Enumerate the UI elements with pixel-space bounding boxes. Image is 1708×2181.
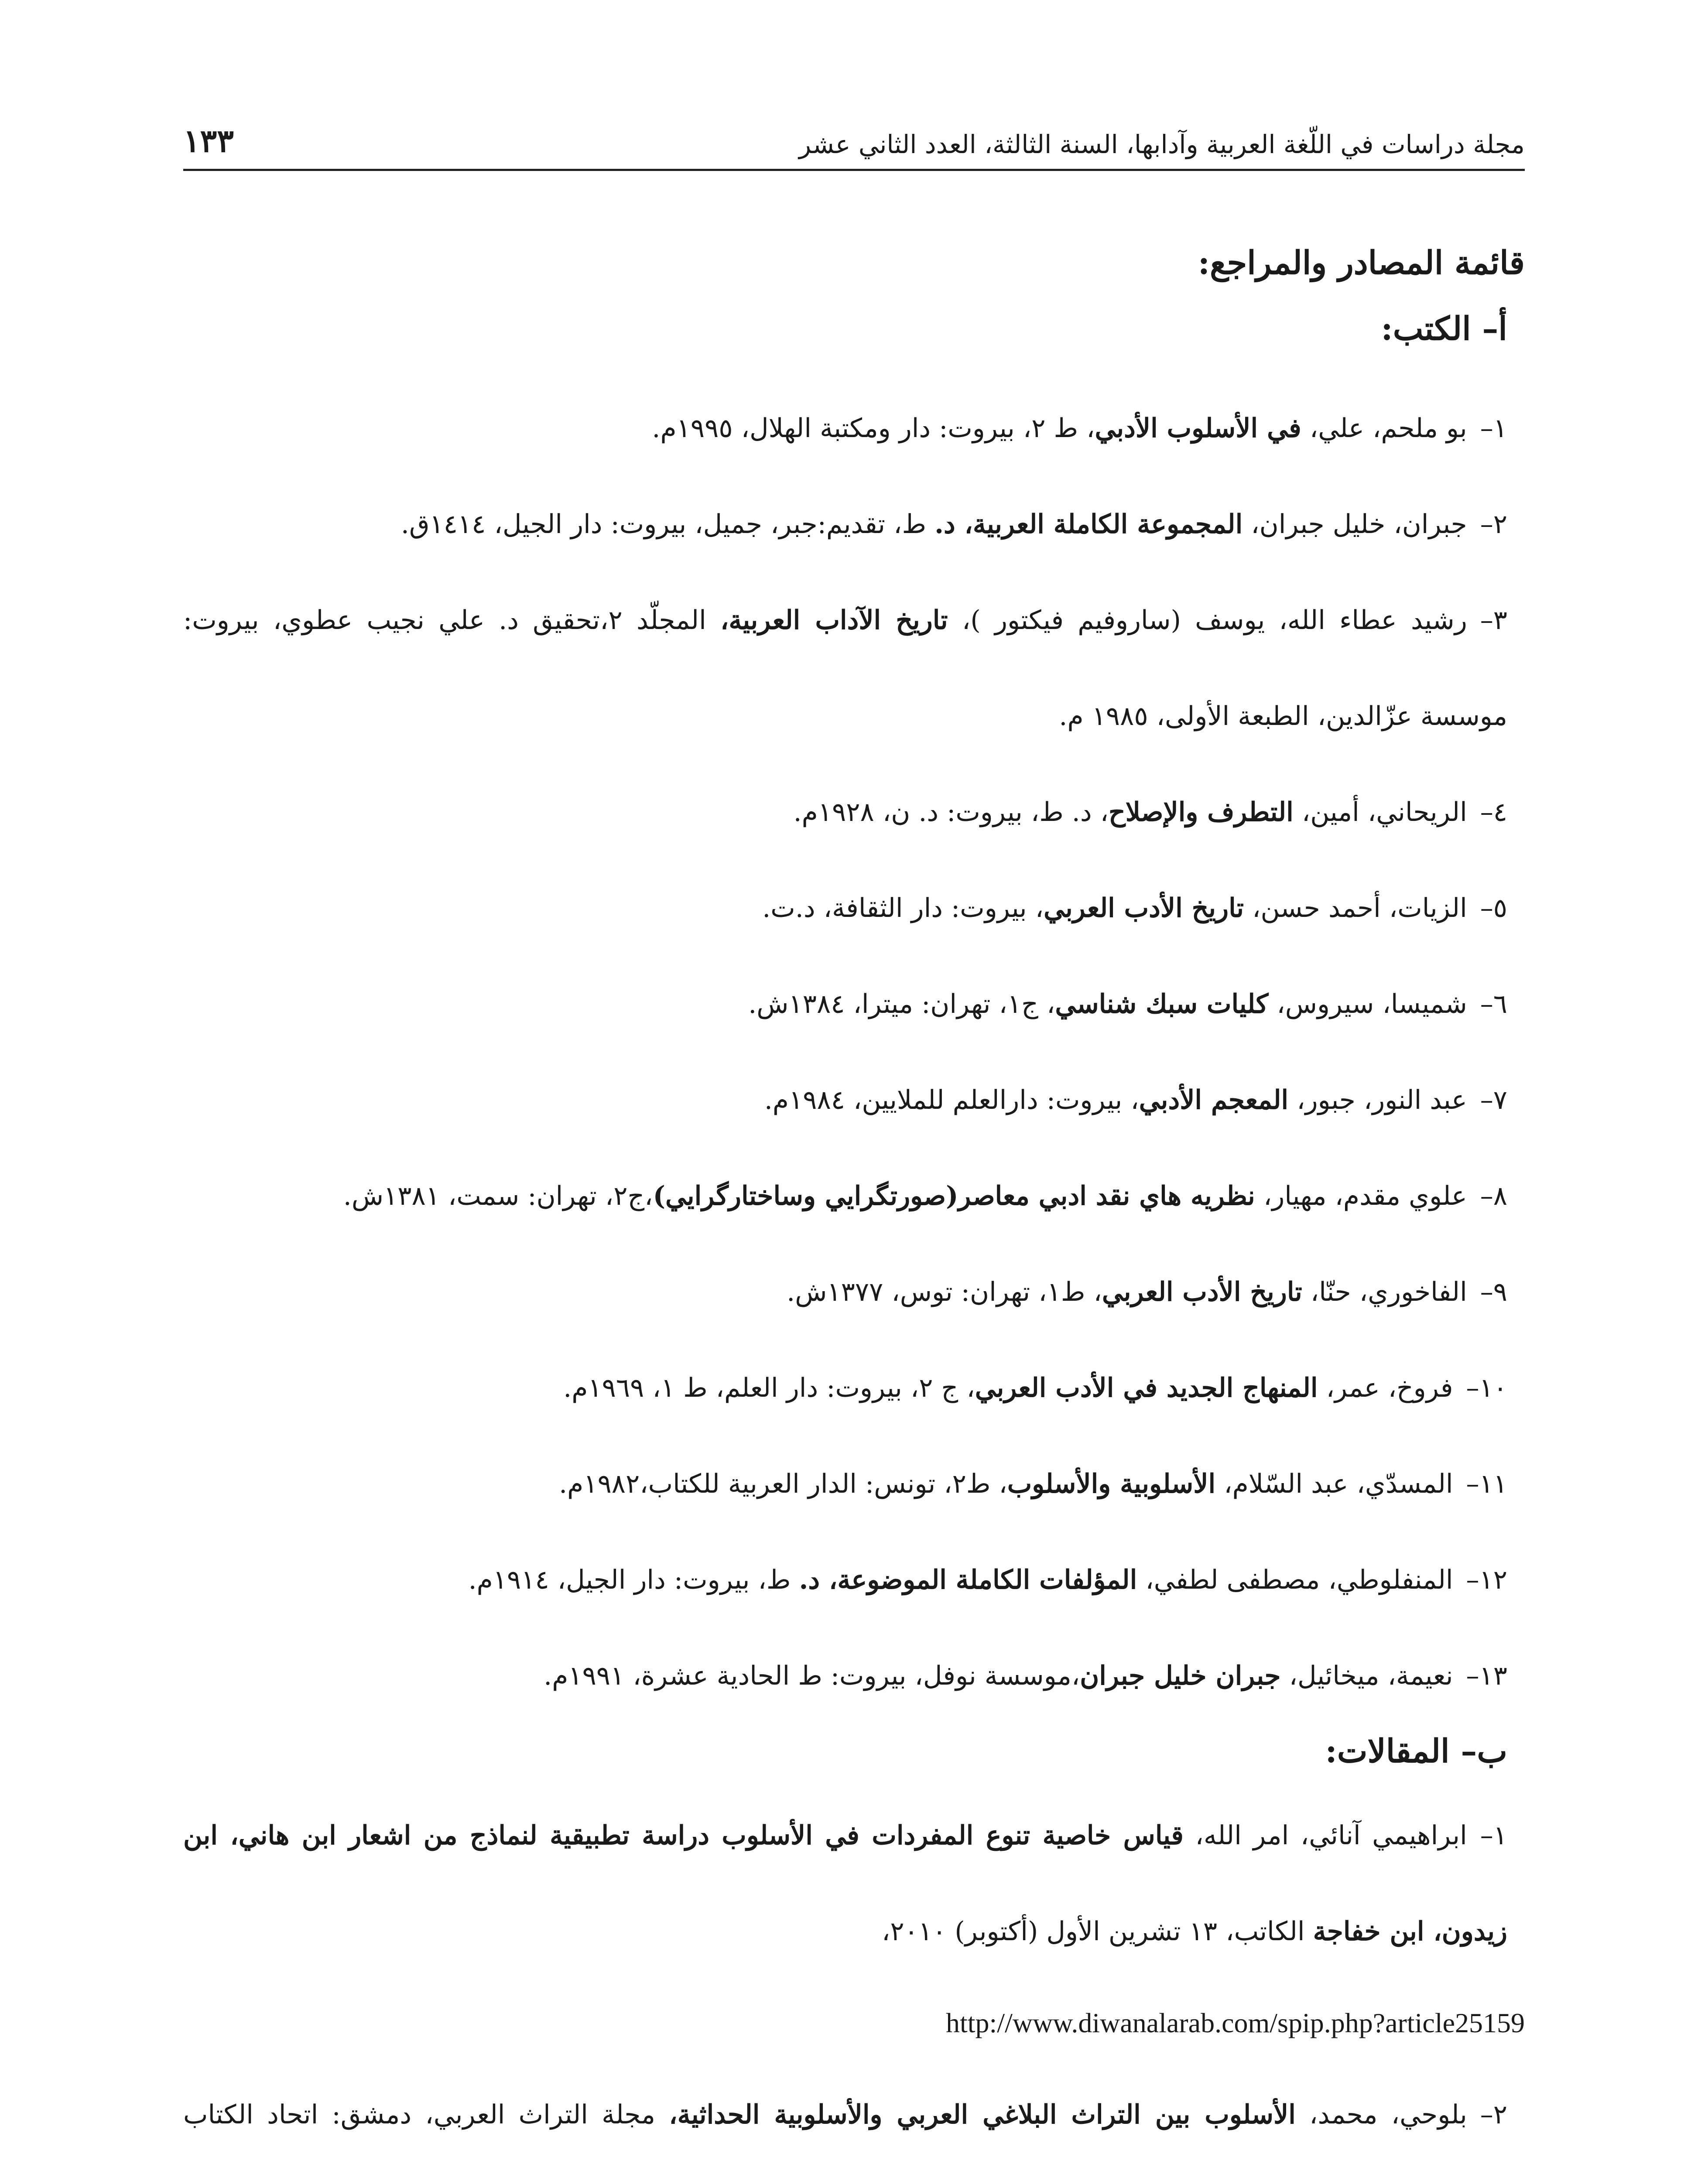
reference-title: في الأسلوب الأدبي bbox=[1095, 413, 1301, 444]
books-list bbox=[183, 380, 1525, 1724]
reference-number: ١١– bbox=[1466, 1469, 1507, 1499]
reference-item bbox=[183, 476, 1525, 572]
page-number: ١٣٣ bbox=[183, 122, 234, 159]
reference-author: ابراهيمي آنائي، امر الله، bbox=[1195, 1820, 1467, 1851]
reference-author: الزيات، أحمد حسن، bbox=[1252, 893, 1467, 923]
reference-details: ، بيروت: دار الثقافة، د.ت. bbox=[762, 893, 1044, 923]
reference-number: ٧– bbox=[1480, 1085, 1507, 1115]
reference-details: ، ط٢، تونس: الدار العربية للكتاب،١٩٨٢م. bbox=[559, 1469, 1007, 1499]
reference-url-link[interactable]: http://www.diwanalarab.com/spip.php?article25159 bbox=[945, 2007, 1525, 2038]
reference-number: ٢– bbox=[1480, 509, 1507, 540]
reference-title: المجموعة الكاملة العربية، د. bbox=[934, 509, 1243, 540]
reference-title: المعجم الأدبي bbox=[1139, 1085, 1289, 1115]
reference-item bbox=[183, 572, 1525, 764]
reference-title: المؤلفات الكاملة الموضوعة، د. bbox=[799, 1565, 1137, 1595]
reference-item bbox=[183, 1052, 1525, 1148]
reference-number: ١٣– bbox=[1466, 1661, 1507, 1691]
reference-item bbox=[183, 380, 1525, 476]
journal-title: مجلة دراسات في اللّغة العربية وآدابها، السنة الثالثة، العدد الثاني عشر bbox=[799, 130, 1525, 159]
reference-title: قياس خاصية تنوع المفردات في الأسلوب دراسة تطبيقية لنماذج من اشعار ابن هاني، ابن زيدون، ابن خفاجة bbox=[183, 1820, 1507, 1947]
reference-item bbox=[183, 1148, 1525, 1244]
reference-title: التطرف والإصلاح bbox=[1109, 797, 1294, 827]
reference-details: ، ج ٢، بيروت: دار العلم، ط ١، ١٩٦٩م. bbox=[563, 1373, 975, 1403]
reference-author: بلوحي، محمد، bbox=[1309, 2099, 1467, 2130]
reference-title: الأسلوبية والأسلوب bbox=[1007, 1469, 1216, 1499]
reference-number: ٥– bbox=[1480, 893, 1507, 923]
articles-heading: ب– المقالات: bbox=[1325, 1733, 1507, 1770]
reference-item bbox=[183, 1532, 1525, 1628]
references-section bbox=[183, 244, 1525, 2181]
reference-author: علوي مقدم، مهيار، bbox=[1263, 1181, 1467, 1211]
books-heading: أ– الكتب: bbox=[1381, 310, 1507, 348]
reference-title: الأسلوب بين التراث البلاغي العربي والأسلوبية الحداثية، bbox=[669, 2099, 1296, 2130]
reference-title: تاريخ الآداب العربية، bbox=[720, 605, 948, 636]
reference-title: المنهاج الجديد في الأدب العربي bbox=[975, 1373, 1318, 1403]
reference-details: المجلّد ٢،تحقيق د. علي نجيب عطوي، بيروت: موسسة عزّالدين، الطبعة الأولى، ١٩٨٥ م. bbox=[183, 605, 1507, 732]
reference-item bbox=[183, 1628, 1525, 1724]
reference-author: فروخ، عمر، bbox=[1326, 1373, 1453, 1403]
reference-title: تاريخ الأدب العربي bbox=[1102, 1277, 1302, 1307]
reference-author: المنفلوطي، مصطفى لطفي، bbox=[1145, 1565, 1453, 1595]
reference-number: ١٠– bbox=[1466, 1373, 1507, 1403]
reference-number: ٤– bbox=[1480, 797, 1507, 827]
sources-heading: قائمة المصادر والمراجع: bbox=[1198, 244, 1525, 282]
reference-item bbox=[183, 1788, 1525, 1979]
reference-item bbox=[183, 1340, 1525, 1436]
reference-author: عبد النور، جبور، bbox=[1297, 1085, 1467, 1115]
reference-details: ط، بيروت: دار الجيل، ١٩١٤م. bbox=[468, 1565, 799, 1595]
reference-title: نظريه هاي نقد ادبي معاصر(صورتگرايي وساختارگرايي) bbox=[653, 1181, 1255, 1211]
reference-details: ،موسسة نوفل، بيروت: ط الحادية عشرة، ١٩٩١م. bbox=[544, 1661, 1080, 1691]
page-header bbox=[183, 94, 1525, 171]
reference-item bbox=[183, 764, 1525, 860]
reference-number: ١– bbox=[1480, 1820, 1507, 1851]
reference-details: ط، تقديم:جبر، جميل، بيروت: دار الجيل، ١٤١٤ق. bbox=[400, 509, 935, 540]
reference-title: جبران خليل جبران bbox=[1080, 1661, 1281, 1691]
reference-details: مجلة التراث العربي، دمشق: اتحاد الكتاب bbox=[183, 2099, 656, 2130]
reference-number: ٢– bbox=[1480, 2099, 1507, 2130]
reference-number: ٦– bbox=[1480, 989, 1507, 1019]
reference-details: ،ج٢، تهران: سمت، ١٣٨١ش. bbox=[343, 1181, 653, 1211]
reference-author: جبران، خليل جبران، bbox=[1251, 509, 1467, 540]
reference-author: رشيد عطاء الله، يوسف (ساروفيم فيكتور )، bbox=[962, 605, 1467, 636]
reference-item bbox=[183, 1244, 1525, 1340]
reference-author: شميسا، سيروس، bbox=[1277, 989, 1467, 1019]
reference-details: ، ط ٢، بيروت: دار ومكتبة الهلال، ١٩٩٥م. bbox=[652, 413, 1095, 444]
reference-details: ، ط١، تهران: توس، ١٣٧٧ش. bbox=[787, 1277, 1102, 1307]
reference-author: الريحاني، أمين، bbox=[1301, 797, 1467, 827]
reference-details: ، ج١، تهران: ميترا، ١٣٨٤ش. bbox=[748, 989, 1055, 1019]
reference-item bbox=[183, 860, 1525, 956]
reference-item bbox=[183, 956, 1525, 1052]
reference-author: نعيمة، ميخائيل، bbox=[1289, 1661, 1453, 1691]
reference-number: ٨– bbox=[1480, 1181, 1507, 1211]
reference-number: ٣– bbox=[1480, 605, 1508, 636]
reference-number: ١٢– bbox=[1466, 1565, 1507, 1595]
reference-title: تاريخ الأدب العربي bbox=[1044, 893, 1244, 923]
reference-author: الفاخوري، حنّا، bbox=[1310, 1277, 1467, 1307]
reference-details: الكاتب، ١٣ تشرين الأول (أكتوبر) ٢٠١٠، bbox=[881, 1916, 1313, 1947]
reference-details: ، بيروت: دارالعلم للملايين، ١٩٨٤م. bbox=[764, 1085, 1139, 1115]
articles-list bbox=[183, 1788, 1525, 2181]
reference-item bbox=[183, 1436, 1525, 1532]
reference-details: ، د. ط، بيروت: د. ن، ١٩٢٨م. bbox=[793, 797, 1109, 827]
reference-author: المسدّي، عبد السّلام، bbox=[1224, 1469, 1453, 1499]
reference-number: ١– bbox=[1480, 413, 1507, 444]
reference-title: كليات سبك شناسي bbox=[1055, 989, 1269, 1019]
reference-author: بو ملحم، علي، bbox=[1309, 413, 1467, 444]
reference-item bbox=[183, 2067, 1525, 2181]
reference-number: ٩– bbox=[1480, 1277, 1507, 1307]
